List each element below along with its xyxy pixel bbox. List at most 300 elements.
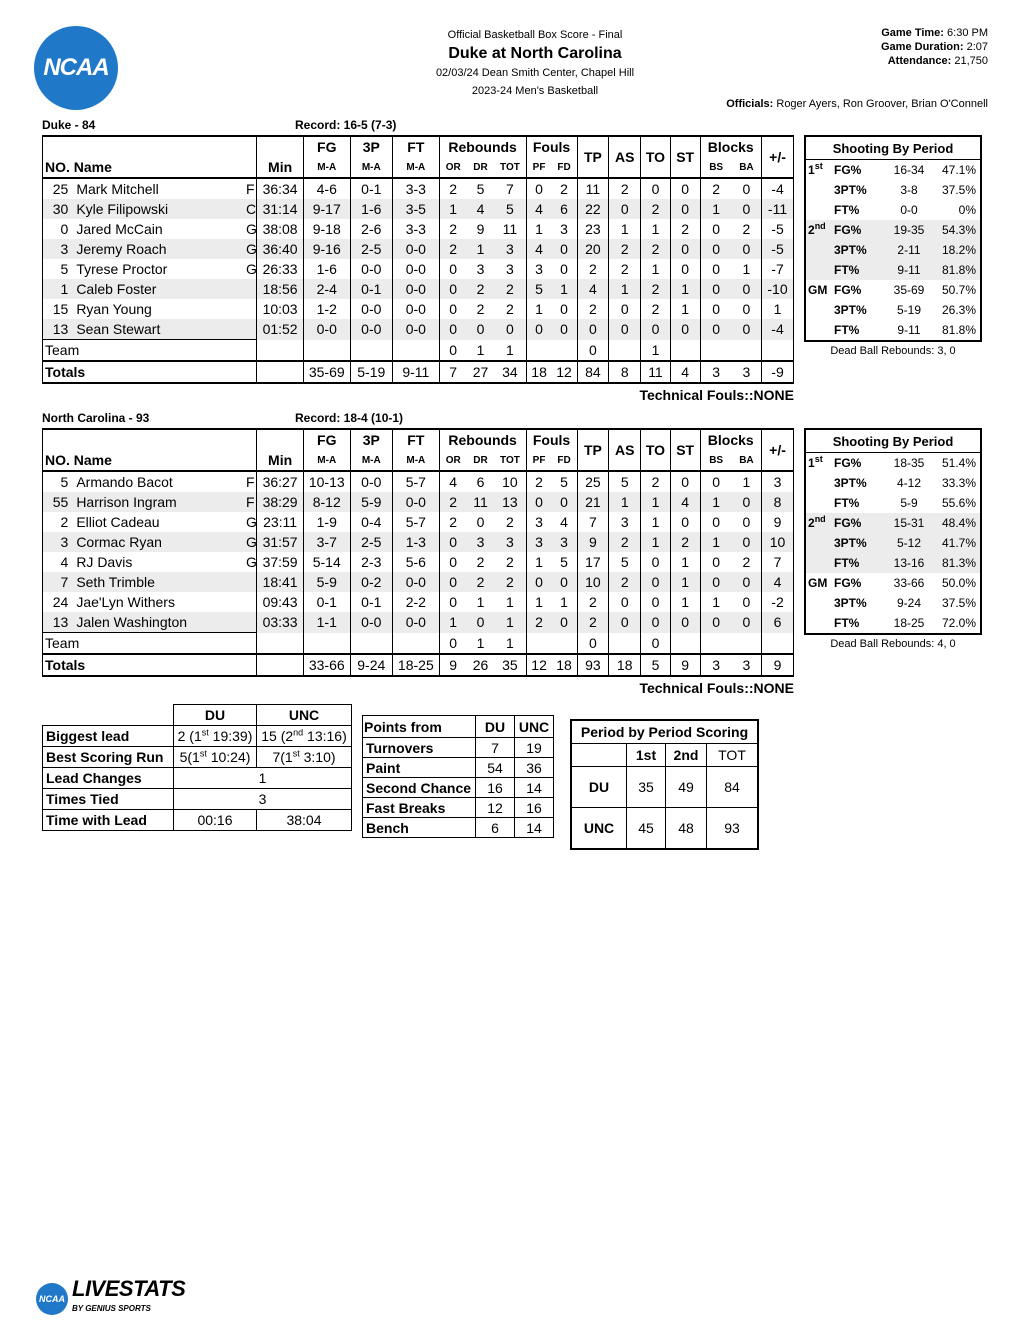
player-fg: 9-18	[303, 219, 350, 239]
player-bs: 1	[700, 199, 732, 219]
shooting-percentage: 54.3%	[941, 223, 976, 237]
player-name: Mark Mitchell	[76, 181, 159, 197]
col-as: AS	[609, 136, 641, 178]
player-name: RJ Davis	[76, 554, 133, 570]
player-name: Armando Bacot	[76, 474, 173, 490]
player-fd: 3	[560, 221, 568, 237]
shooting-by-period-table	[804, 135, 982, 342]
biggest-lead-du: 2 (1st 19:39)	[174, 726, 257, 747]
player-as: 2	[609, 572, 641, 592]
officials-label: Officials:	[726, 98, 774, 110]
shooting-row	[805, 493, 981, 513]
player-number: 5	[43, 259, 75, 279]
col-fg: FG	[303, 136, 350, 157]
player-ba: 0	[742, 301, 751, 317]
shooting-percentage: 81.3%	[941, 556, 976, 570]
player-ft: 1-3	[393, 532, 440, 552]
player-tot: 7	[506, 181, 514, 197]
player-number: 13	[43, 319, 75, 340]
technical-fouls: Technical Fouls::NONE	[639, 680, 794, 696]
totals-dr: 26	[472, 657, 489, 673]
player-3p: 2-5	[350, 532, 392, 552]
player-as: 3	[609, 512, 641, 532]
totals-ft: 9-11	[393, 361, 440, 383]
col-rebounds: Rebounds	[439, 136, 526, 157]
game-info	[881, 26, 988, 68]
player-fd: 0	[560, 301, 568, 317]
shooting-made-attempted: 3-8	[900, 183, 918, 197]
col-as: AS	[609, 429, 641, 471]
period-scoring-title: Period by Period Scoring	[571, 720, 758, 744]
col-fouls: Fouls	[526, 429, 577, 450]
player-min: 01:52	[257, 319, 304, 340]
player-position: G	[246, 221, 257, 237]
col-3p: 3P	[350, 429, 392, 450]
col-fg: FG	[303, 429, 350, 450]
player-fg: 5-14	[303, 552, 350, 572]
shooting-row	[805, 240, 981, 260]
player-to: 2	[641, 199, 671, 219]
player-number: 25	[43, 178, 75, 199]
points-from-unc: 14	[515, 778, 554, 798]
shooting-stat-label: FG%	[834, 456, 862, 470]
lead-changes-row	[43, 768, 352, 789]
player-dr: 1	[476, 241, 485, 257]
player-or: 2	[439, 492, 467, 512]
team-to: 1	[641, 340, 671, 362]
player-or: 0	[439, 279, 467, 299]
col-3p: 3P	[350, 136, 392, 157]
player-dr: 1	[476, 594, 485, 610]
player-ba: 0	[742, 201, 751, 217]
team-title: North Carolina - 93	[42, 411, 150, 425]
player-tp: 17	[577, 552, 609, 572]
player-tp: 11	[577, 178, 609, 199]
player-ft: 0-0	[393, 492, 440, 512]
col-ft-ma: M-A	[393, 157, 440, 178]
shooting-stat-label: FT%	[834, 323, 860, 337]
player-ft: 0-0	[393, 279, 440, 299]
player-tot: 13	[502, 494, 518, 510]
player-ft: 0-0	[393, 572, 440, 592]
biggest-lead-unc: 15 (2nd 13:16)	[257, 726, 352, 747]
player-ft: 0-0	[393, 319, 440, 340]
shooting-period	[805, 613, 832, 634]
player-as: 0	[609, 319, 641, 340]
points-from-du: 6	[476, 818, 515, 838]
player-tot: 3	[506, 261, 514, 277]
shooting-stat-label: FT%	[834, 496, 860, 510]
period-2nd-score: 49	[666, 767, 707, 808]
shooting-stat-label: FG%	[834, 223, 862, 237]
shooting-period	[805, 300, 832, 320]
player-tp: 25	[577, 471, 609, 492]
player-tp: 9	[577, 532, 609, 552]
player-name: Jae'Lyn Withers	[76, 594, 175, 610]
shooting-period: 2nd	[808, 514, 826, 530]
col-plus-minus: +/-	[762, 136, 794, 178]
player-3p: 0-1	[350, 178, 392, 199]
player-plus-minus: 9	[762, 512, 794, 532]
totals-3p: 9-24	[350, 654, 392, 676]
shooting-made-attempted: 9-11	[897, 263, 921, 277]
player-number: 0	[43, 219, 75, 239]
officials-names: Roger Ayers, Ron Groover, Brian O'Connell	[776, 98, 988, 110]
player-tot: 3	[506, 534, 514, 550]
shooting-stat-label: 3PT%	[834, 303, 867, 317]
col-blocks: Blocks	[700, 136, 762, 157]
totals-row	[43, 654, 794, 676]
attendance-label: Attendance:	[887, 55, 952, 67]
player-ba: 0	[742, 494, 751, 510]
team-row	[43, 633, 794, 655]
totals-to: 5	[641, 654, 671, 676]
player-bs: 0	[700, 279, 732, 299]
shooting-made-attempted: 9-24	[896, 596, 922, 610]
player-bs: 1	[700, 492, 732, 512]
player-tp: 20	[577, 239, 609, 259]
period-header-1st: 1st	[627, 744, 666, 767]
biggest-lead-row	[43, 726, 352, 747]
player-min: 31:57	[257, 532, 304, 552]
player-to: 0	[641, 178, 671, 199]
col-ft-ma: M-A	[393, 450, 440, 471]
shooting-period	[805, 320, 832, 341]
shooting-stat-label: FT%	[834, 263, 860, 277]
shooting-percentage: 81.8%	[941, 263, 976, 277]
shooting-made-attempted: 5-12	[896, 536, 922, 550]
genius-sports-byline: BY GENIUS SPORTS	[72, 1304, 151, 1313]
player-or: 2	[439, 219, 467, 239]
player-fg: 10-13	[303, 471, 350, 492]
team-or: 0	[439, 633, 467, 655]
shooting-made-attempted: 19-35	[893, 223, 925, 237]
player-ft: 5-6	[393, 552, 440, 572]
totals-bs: 3	[700, 361, 732, 383]
player-plus-minus: -4	[762, 319, 794, 340]
shooting-made-attempted: 35-69	[893, 283, 925, 297]
game-title: Duke at North Carolina	[448, 45, 622, 62]
venue-line: 02/03/24 Dean Smith Center, Chapel Hill	[435, 67, 635, 79]
player-fd: 1	[560, 594, 568, 610]
player-position	[244, 572, 257, 592]
player-number: 7	[43, 572, 75, 592]
player-st: 0	[670, 199, 700, 219]
player-min: 36:27	[257, 471, 304, 492]
time-with-lead-label: Time with Lead	[43, 810, 174, 831]
shooting-made-attempted: 4-12	[896, 476, 922, 490]
player-bs: 0	[700, 319, 732, 340]
player-bs: 0	[700, 572, 732, 592]
player-pf: 0	[526, 178, 551, 199]
shooting-period	[805, 473, 832, 493]
col-rebounds: Rebounds	[439, 429, 526, 450]
box-score-table	[42, 135, 794, 384]
player-pf: 1	[526, 219, 551, 239]
player-dr: 3	[476, 261, 485, 277]
player-fg: 9-16	[303, 239, 350, 259]
player-tot: 1	[506, 594, 514, 610]
player-tp: 2	[577, 592, 609, 612]
technical-fouls: Technical Fouls::NONE	[639, 387, 794, 403]
player-tot: 2	[506, 301, 514, 317]
col-fg-ma: M-A	[303, 157, 350, 178]
player-dr: 5	[476, 181, 485, 197]
shooting-stat-label: 3PT%	[834, 243, 867, 257]
shooting-made-attempted: 5-9	[900, 496, 918, 510]
player-as: 2	[609, 178, 641, 199]
player-fd: 2	[560, 181, 568, 197]
player-to: 0	[641, 592, 671, 612]
player-3p: 0-4	[350, 512, 392, 532]
points-from-label: Bench	[363, 818, 476, 838]
player-3p: 2-3	[350, 552, 392, 572]
player-st: 0	[670, 612, 700, 633]
points-from-row	[363, 778, 554, 798]
team-row-label: Team	[43, 340, 257, 362]
shooting-stat-label: FT%	[834, 203, 860, 217]
shooting-row	[805, 473, 981, 493]
player-as: 0	[609, 299, 641, 319]
player-pf: 1	[526, 299, 551, 319]
player-or: 4	[439, 471, 467, 492]
shooting-title: Shooting By Period	[805, 136, 981, 160]
player-position	[244, 592, 257, 612]
player-as: 1	[609, 492, 641, 512]
player-to: 1	[641, 492, 671, 512]
shooting-stat-label: FT%	[834, 616, 860, 630]
col-blocks: Blocks	[700, 429, 762, 450]
player-3p: 0-0	[350, 471, 392, 492]
totals-or: 7	[439, 361, 467, 383]
shooting-row	[805, 160, 981, 181]
player-3p: 0-1	[350, 279, 392, 299]
col-pf: PF	[526, 450, 551, 471]
player-to: 0	[641, 612, 671, 633]
player-name: Elliot Cadeau	[76, 514, 160, 530]
shooting-made-attempted: 18-25	[893, 616, 925, 630]
season-line: 2023-24 Men's Basketball	[471, 85, 599, 97]
player-position: G	[246, 514, 257, 530]
col-to: TO	[641, 429, 671, 471]
player-name: Jeremy Roach	[76, 241, 167, 257]
player-3p: 0-0	[350, 612, 392, 633]
player-fg: 0-0	[303, 319, 350, 340]
duration-label: Game Duration:	[881, 41, 964, 53]
player-to: 1	[641, 532, 671, 552]
player-ba: 0	[742, 534, 751, 550]
player-fg: 1-1	[303, 612, 350, 633]
time-with-lead-unc: 38:04	[257, 810, 352, 831]
col-no-name: NO. Name	[43, 157, 245, 178]
totals-label: Totals	[43, 654, 257, 676]
player-row	[43, 592, 794, 612]
player-pf: 5	[526, 279, 551, 299]
period-scoring-table	[570, 719, 759, 850]
player-or: 0	[439, 552, 467, 572]
shooting-period: 1st	[808, 454, 823, 470]
team-record: Record: 16-5 (7-3)	[295, 118, 397, 132]
player-ft: 0-0	[393, 612, 440, 633]
shooting-percentage: 37.5%	[941, 596, 976, 610]
game-time-label: Game Time:	[881, 27, 944, 39]
shooting-period	[805, 533, 832, 553]
times-tied-value: 3	[174, 789, 352, 810]
player-to: 2	[641, 279, 671, 299]
player-or: 2	[439, 178, 467, 199]
team-dr: 1	[476, 341, 485, 358]
player-name: Sean Stewart	[76, 321, 161, 337]
player-name: Harrison Ingram	[76, 494, 177, 510]
player-fg: 1-6	[303, 259, 350, 279]
totals-fg: 33-66	[303, 654, 350, 676]
col-or: OR	[439, 450, 467, 471]
player-as: 1	[609, 279, 641, 299]
player-3p: 2-5	[350, 239, 392, 259]
shooting-row	[805, 533, 981, 553]
player-or: 1	[439, 199, 467, 219]
player-bs: 0	[700, 612, 732, 633]
team-row-label: Team	[43, 633, 257, 655]
player-position: F	[246, 181, 255, 197]
points-from-row	[363, 758, 554, 778]
player-3p: 0-0	[350, 319, 392, 340]
totals-tot: 35	[502, 657, 518, 673]
player-fd: 6	[560, 201, 568, 217]
player-st: 0	[670, 259, 700, 279]
player-3p: 5-9	[350, 492, 392, 512]
best-run-unc: 7(1st 3:10)	[257, 747, 352, 768]
player-st: 0	[670, 239, 700, 259]
player-min: 18:41	[257, 572, 304, 592]
player-plus-minus: -5	[762, 239, 794, 259]
points-from-header-unc: UNC	[515, 716, 554, 738]
biggest-lead-label: Biggest lead	[43, 726, 174, 747]
col-bs: BS	[700, 157, 732, 178]
player-fd: 0	[560, 321, 568, 338]
player-dr: 0	[476, 514, 485, 530]
shooting-row	[805, 573, 981, 593]
times-tied-row	[43, 789, 352, 810]
player-dr: 0	[476, 321, 485, 338]
player-fg: 9-17	[303, 199, 350, 219]
shooting-made-attempted: 15-31	[893, 516, 925, 530]
player-dr: 3	[476, 534, 485, 550]
totals-st: 9	[670, 654, 700, 676]
player-position: G	[246, 554, 257, 570]
player-tp: 10	[577, 572, 609, 592]
player-min: 18:56	[257, 279, 304, 299]
header-block	[380, 26, 690, 100]
player-min: 36:40	[257, 239, 304, 259]
player-tp: 23	[577, 219, 609, 239]
player-ba: 0	[742, 281, 751, 297]
shooting-stat-label: 3PT%	[834, 183, 867, 197]
player-dr: 11	[473, 494, 488, 510]
best-run-row	[43, 747, 352, 768]
shooting-row	[805, 280, 981, 300]
misc-header-du: DU	[174, 705, 257, 726]
player-dr: 2	[476, 574, 485, 590]
player-to: 1	[641, 259, 671, 279]
shooting-period: GM	[808, 576, 828, 590]
player-to: 0	[641, 319, 671, 340]
player-fd: 0	[560, 574, 568, 590]
points-from-label: Second Chance	[363, 778, 476, 798]
player-ba: 0	[742, 514, 751, 530]
player-tp: 0	[577, 319, 609, 340]
player-to: 2	[641, 239, 671, 259]
player-ba: 1	[742, 474, 751, 490]
player-plus-minus: 3	[762, 471, 794, 492]
player-ft: 0-0	[393, 299, 440, 319]
player-min: 37:59	[257, 552, 304, 572]
period-team: DU	[571, 767, 627, 808]
shooting-percentage: 48.4%	[941, 516, 976, 530]
player-or: 2	[439, 239, 467, 259]
time-with-lead-du: 00:16	[174, 810, 257, 831]
points-from-row	[363, 798, 554, 818]
player-name: Jared McCain	[76, 221, 163, 237]
player-tp: 7	[577, 512, 609, 532]
col-tot: TOT	[500, 161, 520, 173]
best-run-label: Best Scoring Run	[43, 747, 174, 768]
shooting-percentage: 18.2%	[941, 243, 976, 257]
totals-to: 11	[641, 361, 671, 383]
player-plus-minus: 6	[762, 612, 794, 633]
player-as: 5	[609, 471, 641, 492]
totals-row	[43, 361, 794, 383]
shooting-row	[805, 320, 981, 341]
player-fd: 3	[560, 534, 568, 550]
player-plus-minus: -4	[762, 178, 794, 199]
player-as: 0	[609, 592, 641, 612]
player-bs: 2	[700, 178, 732, 199]
team-row	[43, 340, 794, 362]
shooting-row	[805, 593, 981, 613]
player-tot: 3	[506, 241, 514, 257]
player-st: 1	[670, 299, 700, 319]
player-tp: 2	[577, 259, 609, 279]
player-row	[43, 239, 794, 259]
player-ft: 2-2	[393, 592, 440, 612]
player-ba: 0	[742, 181, 751, 197]
player-dr: 2	[476, 301, 485, 317]
shooting-period	[805, 493, 832, 513]
points-from-label: Turnovers	[363, 738, 476, 758]
player-row	[43, 199, 794, 219]
officials	[726, 98, 988, 110]
player-min: 26:33	[257, 259, 304, 279]
player-dr: 4	[476, 201, 485, 217]
player-as: 2	[609, 239, 641, 259]
attendance: 21,750	[954, 55, 988, 67]
misc-header-unc: UNC	[257, 705, 352, 726]
player-min: 09:43	[257, 592, 304, 612]
player-tot: 11	[502, 221, 518, 237]
totals-fg: 35-69	[303, 361, 350, 383]
player-min: 38:29	[257, 492, 304, 512]
shooting-made-attempted: 2-11	[897, 243, 921, 257]
period-header-2nd: 2nd	[666, 744, 707, 767]
team-record: Record: 18-4 (10-1)	[295, 411, 404, 425]
period-1st-score: 45	[627, 808, 666, 850]
player-ba: 2	[742, 221, 751, 237]
player-3p: 0-1	[350, 592, 392, 612]
shooting-percentage: 37.5%	[941, 183, 976, 197]
player-name: Kyle Filipowski	[76, 201, 169, 217]
totals-bs: 3	[700, 654, 732, 676]
